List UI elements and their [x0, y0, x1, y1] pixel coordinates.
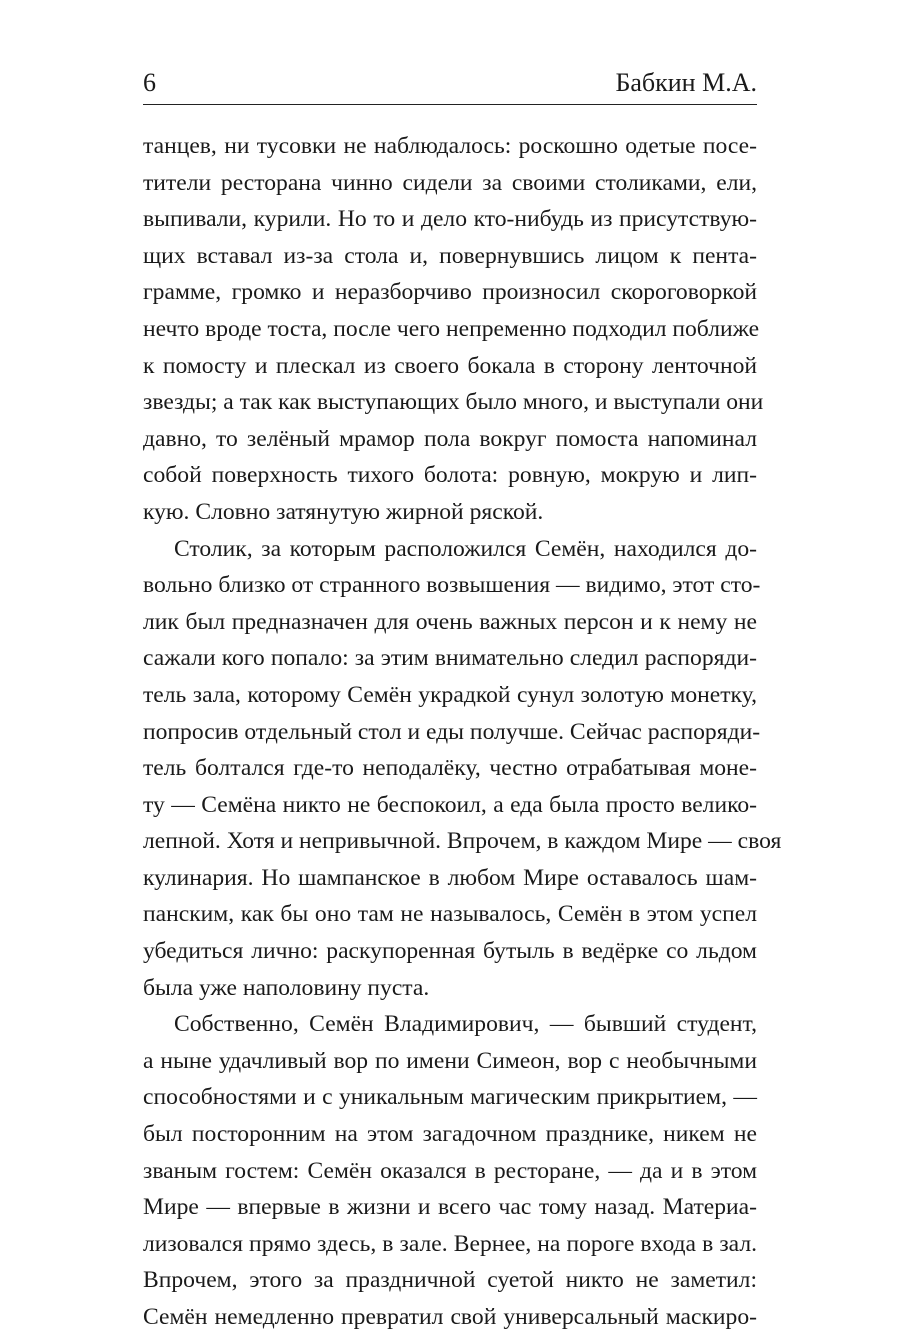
text-line: кулинария. Но шампанское в любом Мире оставалось шам- [143, 864, 757, 891]
text-line: панским, как бы оно там не называлось, Семён в этом успел [143, 901, 757, 928]
text-line: танцев, ни тусовки не наблюдалось: роскошно одетые посе- [143, 133, 757, 159]
text-line: была уже наполовину пуста. [143, 974, 430, 1001]
text-line: Мире — впервые в жизни и всего час тому назад. Материа- [143, 1194, 757, 1221]
text-line: а ныне удачливый вор по имени Симеон, вор с необычными [143, 1047, 757, 1074]
text-line: попросив отдельный стол и еды получше. Сейчас распоряди- [143, 718, 761, 745]
text-line: сажали кого попало: за этим внимательно следил распоряди- [143, 645, 757, 672]
text-line: Столик, за которым расположился Семён, находился до- [174, 535, 757, 562]
text-line: вольно близко от странного возвышения — видимо, этот сто- [143, 572, 761, 599]
body-text [143, 128, 782, 1336]
running-title: Бабкин М.А. [615, 68, 757, 97]
text-line: выпивали, курили. Но то и дело кто-нибудь из присутствую- [143, 206, 757, 233]
text-line: нечто вроде тоста, после чего непременно подходил поближе [143, 315, 760, 342]
running-head [143, 68, 757, 102]
text-line: тель зала, которому Семён украдкой сунул золотую монетку, [143, 681, 757, 708]
text-line: кую. Словно затянутую жирной ряской. [143, 498, 544, 525]
page-number: 6 [143, 68, 156, 97]
text-line: тители ресторана чинно сидели за своими столиками, ели, [143, 169, 757, 196]
text-line: званым гостем: Семён оказался в ресторане, — да и в этом [143, 1157, 757, 1184]
text-line: ту — Семёна никто не беспокоил, а еда была просто велико- [143, 791, 757, 818]
text-line: к помосту и плескал из своего бокала в сторону ленточной [143, 352, 757, 379]
text-line: лепной. Хотя и непривычной. Впрочем, в каждом Мире — своя [143, 828, 782, 855]
text-line: лик был предназначен для очень важных персон и к нему не [143, 608, 757, 635]
text-line: был посторонним на этом загадочном празднике, никем не [143, 1121, 757, 1148]
text-line: щих вставал из-за стола и, повернувшись лицом к пента- [143, 242, 757, 269]
text-line: лизовался прямо здесь, в зале. Вернее, на пороге входа в зал. [143, 1230, 757, 1257]
text-line: давно, то зелёный мрамор пола вокруг помоста напоминал [143, 425, 757, 452]
header-rule [143, 104, 757, 105]
text-line: убедиться лично: раскупоренная бутыль в ведёрке со льдом [143, 938, 757, 965]
text-line: тель болтался где-то неподалёку, честно отрабатывая моне- [143, 755, 757, 782]
text-line: Собственно, Семён Владимирович, — бывший студент, [174, 1011, 757, 1038]
text-line: Семён немедленно превратил свой универсальный маскиро- [143, 1304, 757, 1330]
text-line: собой поверхность тихого болота: ровную, мокрую и лип- [143, 462, 757, 489]
text-line: способностями и с уникальным магическим прикрытием, — [143, 1084, 757, 1111]
text-line: Впрочем, этого за праздничной суетой никто не заметил: [143, 1267, 757, 1294]
text-line: звезды; а так как выступающих было много, и выступали они [143, 389, 764, 416]
text-line: грамме, громко и неразборчиво произносил скороговоркой [143, 279, 757, 306]
